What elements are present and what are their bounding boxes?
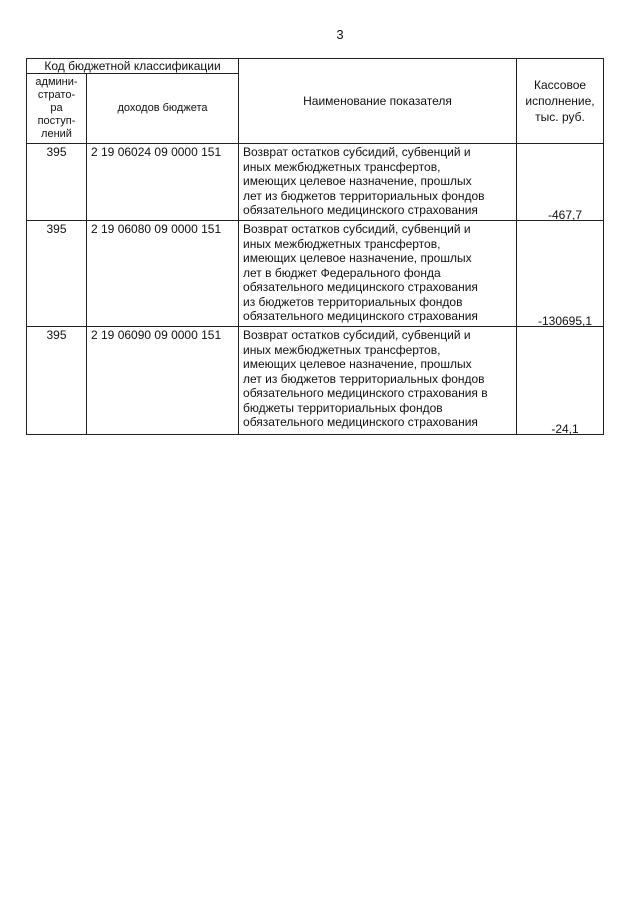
table-row: [27, 327, 604, 435]
header-cash-execution-line: тыс. руб.: [535, 110, 585, 124]
header-revenue-administrator: [27, 74, 87, 144]
header-admin-line: админи-: [35, 76, 78, 88]
row-amount: -467,7: [548, 207, 583, 222]
row-amount: -130695,1: [537, 313, 593, 328]
header-admin-line: ра: [50, 102, 63, 114]
header-row-group: [27, 59, 604, 74]
row-amount-cell: [517, 144, 604, 221]
row-amount-cell: [517, 327, 604, 435]
row-amount: -24,1: [551, 421, 579, 436]
row-admin-code: 395: [27, 144, 87, 221]
header-cash-execution: [517, 59, 604, 144]
header-budget-income: доходов бюджета: [87, 74, 239, 144]
header-admin-line: поступ-: [37, 115, 76, 127]
row-amount-cell: [517, 221, 604, 327]
header-admin-line: лений: [41, 128, 72, 140]
table-row: [27, 144, 604, 221]
row-classification-code: 2 19 06024 09 0000 151: [87, 144, 239, 221]
row-indicator-name: Возврат остатков субсидий, субвенций и иных межбюджетных трансфертов, имеющих целевое назначение, прошлых лет из бюджетов территориальных фондов обязательного медицинского страхования: [239, 144, 517, 221]
budget-table: [26, 58, 604, 435]
header-cash-execution-line: исполнение,: [525, 94, 595, 108]
row-admin-code: 395: [27, 221, 87, 327]
header-admin-line: страто-: [37, 89, 76, 101]
row-indicator-name: Возврат остатков субсидий, субвенций и иных межбюджетных трансфертов, имеющих целевое назначение, прошлых лет в бюджет Федерального фонда обязательного медицинского страхования из бюджетов территориальных фондов обязательного медицинского страхования: [239, 221, 517, 327]
header-budget-classification-code: Код бюджетной классификации: [27, 59, 239, 74]
row-classification-code: 2 19 06080 09 0000 151: [87, 221, 239, 327]
row-classification-code: 2 19 06090 09 0000 151: [87, 327, 239, 435]
row-admin-code: 395: [27, 327, 87, 435]
header-indicator-name: Наименование показателя: [239, 59, 517, 144]
header-cash-execution-line: Кассовое: [533, 78, 587, 92]
table-row: [27, 221, 604, 327]
page-number: 3: [336, 27, 344, 42]
row-indicator-name: Возврат остатков субсидий, субвенций и иных межбюджетных трансфертов, имеющих целевое назначение, прошлых лет из бюджетов территориальных фондов обязательного медицинского страхования в бюджеты территориальных фондов обязательного медицинского страхования: [239, 327, 517, 435]
